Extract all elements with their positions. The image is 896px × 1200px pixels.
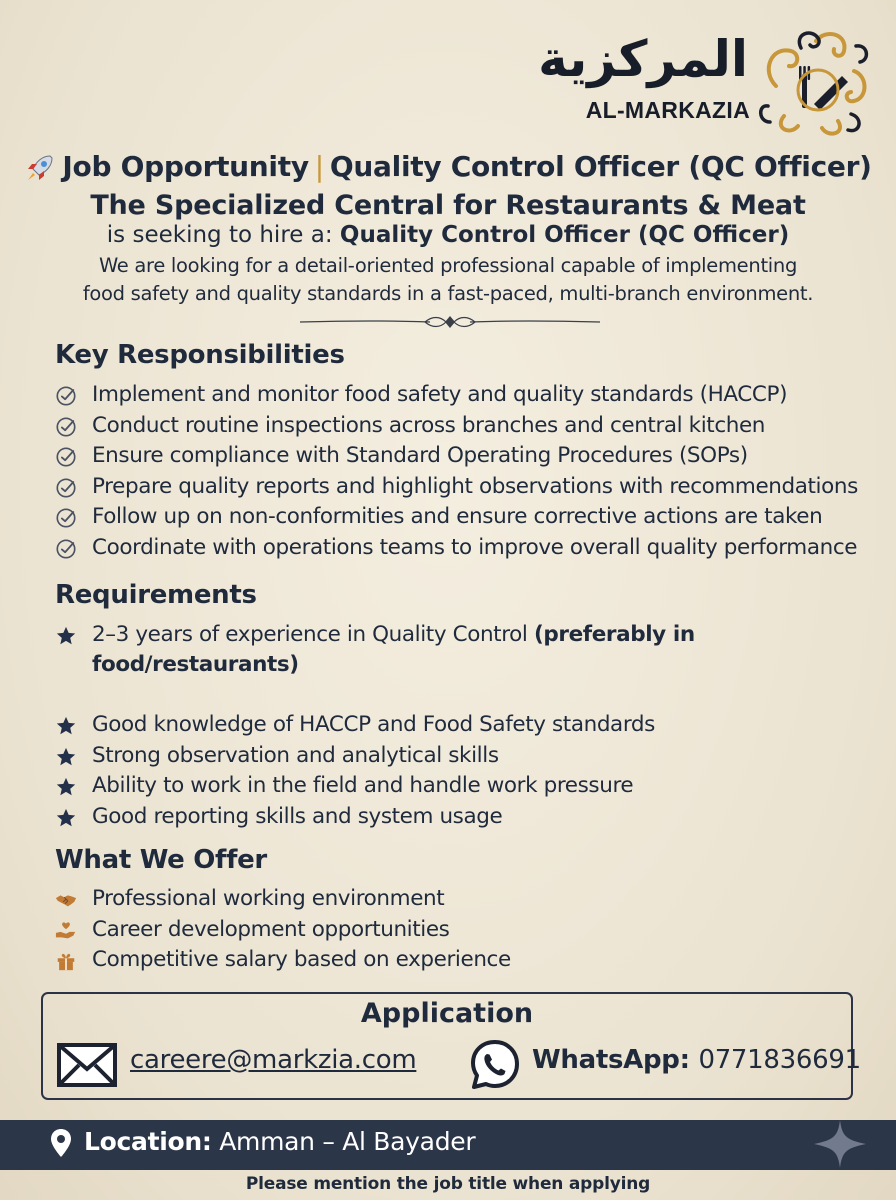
star-icon (55, 807, 77, 829)
star-icon (55, 746, 77, 768)
requirement-text: 2–3 years of experience in Quality Control (92, 622, 534, 647)
offer-list (55, 884, 511, 976)
list-item-text: Ability to work in the field and handle work pressure (92, 773, 634, 798)
company-name: The Specialized Central for Restaurants & Meat (90, 190, 806, 221)
list-item-text: Ensure compliance with Standard Operating Procedures (SOPs) (92, 443, 748, 468)
list-item (55, 533, 858, 564)
seeking-prefix: is seeking to hire a: (106, 222, 333, 248)
star-icon (55, 625, 77, 647)
location-label: Location: (84, 1127, 212, 1156)
list-item (55, 411, 858, 442)
location-value: Amman – Al Bayader (219, 1127, 476, 1156)
whatsapp-icon[interactable] (468, 1038, 522, 1092)
offer-heading: What We Offer (55, 845, 267, 875)
check-circle-icon (55, 507, 77, 529)
list-item-text: Implement and monitor food safety and quality standards (HACCP) (92, 382, 788, 407)
requirements-heading: Requirements (55, 580, 257, 610)
responsibilities-list (55, 380, 858, 563)
check-circle-icon (55, 416, 77, 438)
intro-line-1: We are looking for a detail-oriented professional capable of implementing (98, 254, 798, 277)
list-item (55, 472, 858, 503)
list-item-text: Career development opportunities (92, 916, 450, 942)
check-circle-icon (55, 477, 77, 499)
handshake-icon (55, 889, 77, 911)
footer-note: Please mention the job title when applying (245, 1174, 651, 1194)
whatsapp-number: 0771836691 (698, 1045, 861, 1075)
gift-icon (55, 950, 77, 972)
list-item (55, 945, 511, 976)
check-circle-icon (55, 446, 77, 468)
job-title-heading (0, 150, 896, 184)
requirements-list (55, 620, 772, 832)
requirement-bold-text: (preferably in food/restaurants) (92, 622, 695, 677)
sparkle-icon (812, 1118, 868, 1170)
star-icon (55, 776, 77, 798)
responsibilities-heading: Key Responsibilities (55, 340, 345, 370)
list-item (55, 380, 858, 411)
list-item-text: Conduct routine inspections across branches and central kitchen (92, 412, 766, 438)
application-heading: Application (360, 998, 534, 1029)
envelope-icon (57, 1043, 117, 1087)
list-item (55, 915, 511, 946)
location-text (84, 1127, 475, 1156)
list-item-text: Coordinate with operations teams to improve overall quality performance (92, 534, 858, 560)
seeking-line (0, 222, 896, 248)
logo-emblem-icon (756, 26, 874, 138)
list-item (55, 620, 772, 680)
seeking-position: Quality Control Officer (QC Officer) (339, 222, 790, 248)
star-icon (55, 715, 77, 737)
email-link[interactable]: careere@markzia.com (130, 1045, 417, 1075)
rocket-icon (24, 152, 56, 184)
list-item (55, 771, 772, 802)
list-item (55, 502, 858, 533)
list-item-text: Follow up on non-conformities and ensure corrective actions are taken (92, 504, 823, 529)
position-title: Quality Control Officer (QC Officer) (329, 150, 872, 183)
check-circle-icon (55, 538, 77, 560)
logo-arabic-text: المركزية (538, 30, 748, 88)
job-opportunity-label: Job Opportunity (62, 150, 309, 183)
list-item (55, 741, 772, 772)
list-item (55, 802, 772, 833)
list-item-text: Competitive salary based on experience (92, 947, 511, 972)
list-item (55, 884, 511, 915)
list-item (55, 710, 772, 741)
location-pin-icon (50, 1128, 72, 1158)
hand-heart-icon (55, 920, 77, 942)
intro-line-2: food safety and quality standards in a fast-paced, multi-branch environment. (82, 282, 814, 305)
list-item (55, 441, 858, 472)
check-circle-icon (55, 385, 77, 407)
logo-english-text: AL-MARKAZIA (585, 97, 750, 123)
title-separator: | (314, 150, 324, 183)
list-item-text: Prepare quality reports and highlight observations with recommendations (92, 473, 858, 499)
list-item-text: Good knowledge of HACCP and Food Safety standards (92, 712, 655, 737)
ornament-divider (300, 312, 600, 332)
whatsapp-label: WhatsApp: (532, 1045, 690, 1075)
whatsapp-contact[interactable] (532, 1045, 861, 1075)
list-item-text: Strong observation and analytical skills (92, 742, 499, 768)
list-item-text: Professional working environment (92, 886, 445, 911)
list-item-text: Good reporting skills and system usage (92, 803, 503, 829)
